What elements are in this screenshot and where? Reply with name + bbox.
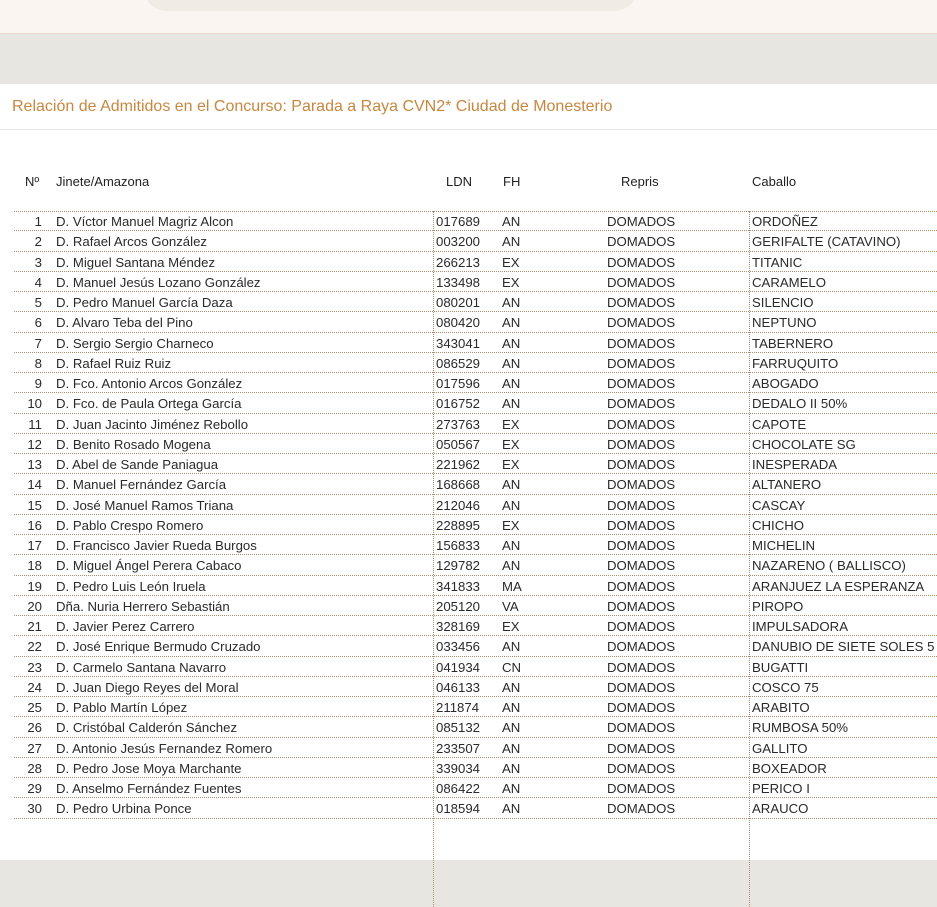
ldn-code: 211874 [436, 700, 480, 715]
rider-name: Dña. Nuria Herrero Sebastián [56, 598, 230, 614]
ldn-code: 266213 [436, 254, 481, 270]
row-number: 12 [27, 436, 42, 452]
horse-name: DANUBIO DE SIETE SOLES 5 [752, 639, 935, 655]
horse-name: ABOGADO [752, 376, 819, 391]
row-number: 13 [27, 457, 42, 472]
horse-name: CAPOTE [752, 416, 807, 432]
table-row [0, 252, 937, 272]
row-number: 27 [27, 740, 42, 756]
repris-value: DOMADOS [607, 598, 676, 614]
rider-name: D. Sergio Sergio Charneco [56, 335, 214, 351]
table-row [0, 798, 937, 818]
rider-name: D. Cristóbal Calderón Sánchez [56, 720, 238, 736]
fh-code: AN [502, 639, 521, 655]
row-number: 3 [34, 254, 42, 270]
rider-name: D. Miguel Ángel Perera Cabaco [56, 558, 242, 574]
row-number: 22 [27, 639, 42, 655]
rider-name: D. Fco. Antonio Arcos González [56, 376, 243, 391]
rider-name: D. Rafael Arcos González [56, 234, 207, 250]
rider-name: D. Alvaro Teba del Pino [56, 315, 193, 331]
rider-name: D. Anselmo Fernández Fuentes [56, 781, 242, 796]
ldn-code: 033456 [436, 639, 481, 655]
horse-name: RUMBOSA 50% [752, 720, 849, 736]
table-row [0, 211, 937, 231]
fh-code: AN [502, 477, 521, 493]
table-row [0, 454, 937, 474]
ldn-code: 212046 [436, 497, 481, 513]
repris-value: DOMADOS [607, 659, 676, 675]
row-number: 16 [27, 517, 42, 533]
row-number: 19 [27, 578, 42, 594]
col-header-fh: FH [503, 174, 521, 189]
ldn-code: 228895 [436, 517, 481, 533]
row-number: 30 [27, 801, 42, 817]
table-row [0, 272, 937, 292]
rider-name: D. Juan Jacinto Jiménez Rebollo [56, 416, 249, 432]
ldn-code: 086529 [436, 355, 481, 371]
fh-code: AN [502, 335, 521, 351]
row-number: 11 [28, 416, 42, 432]
horse-name: BUGATTI [752, 659, 809, 675]
fh-code: AN [502, 781, 521, 796]
row-number: 14 [27, 477, 42, 493]
repris-value: DOMADOS [607, 801, 676, 817]
repris-value: DOMADOS [607, 679, 676, 695]
row-number: 9 [34, 376, 42, 391]
ldn-code: 343041 [436, 335, 481, 351]
admitted-table [0, 211, 937, 819]
title-divider [0, 129, 937, 130]
table-row [0, 474, 937, 494]
horse-name: MICHELIN [752, 538, 816, 553]
fh-code: EX [502, 457, 520, 472]
horse-name: PERICO I [752, 781, 810, 796]
fh-code: AN [502, 214, 521, 229]
table-row [0, 353, 937, 373]
horse-name: FARRUQUITO [752, 355, 839, 371]
table-row [0, 616, 937, 636]
ldn-code: 221962 [436, 457, 481, 472]
table-row [0, 333, 937, 353]
col-header-ldn: LDN [446, 174, 473, 189]
col-divider-ldn [433, 211, 434, 907]
row-number: 10 [27, 396, 42, 412]
row-number: 29 [27, 781, 42, 796]
rider-name: D. Benito Rosado Mogena [56, 436, 211, 452]
horse-name: NEPTUNO [752, 315, 817, 331]
rider-name: D. Pedro Jose Moya Marchante [56, 760, 242, 776]
table-row [0, 393, 937, 413]
horse-name: BOXEADOR [752, 760, 827, 776]
fh-code: EX [502, 436, 520, 452]
table-row [0, 758, 937, 778]
horse-name: TITANIC [752, 254, 803, 270]
table-row [0, 738, 937, 758]
row-number: 17 [27, 538, 42, 553]
table-row [0, 414, 937, 434]
ldn-code: 018594 [436, 801, 481, 817]
col-header-num: Nº [25, 174, 40, 189]
repris-value: DOMADOS [607, 517, 676, 533]
rider-name: D. Abel de Sande Paniagua [56, 457, 219, 472]
ldn-code: 168668 [436, 477, 481, 493]
horse-name: CASCAY [752, 497, 806, 513]
ldn-code: 017596 [436, 376, 481, 391]
ldn-code: 341833 [436, 578, 481, 594]
row-number: 18 [27, 558, 42, 574]
row-number: 26 [27, 720, 42, 736]
repris-value: DOMADOS [607, 619, 676, 634]
repris-value: DOMADOS [607, 740, 676, 756]
col-header-repris: Repris [621, 174, 659, 189]
repris-value: DOMADOS [607, 720, 676, 736]
rider-name: D. Pedro Luis León Iruela [56, 578, 206, 594]
ldn-code: 050567 [436, 436, 481, 452]
fh-code: AN [502, 315, 521, 331]
ldn-code: 080201 [436, 295, 481, 310]
fh-code: EX [502, 274, 520, 290]
row-number: 20 [27, 598, 42, 614]
ldn-code: 339034 [436, 760, 481, 776]
table-row [0, 778, 937, 798]
rider-name: D. Fco. de Paula Ortega García [56, 396, 242, 412]
repris-value: DOMADOS [607, 355, 676, 371]
ldn-code: 080420 [436, 315, 481, 331]
ldn-code: 016752 [436, 396, 481, 412]
rider-name: D. Pablo Martín López [56, 700, 188, 715]
repris-value: DOMADOS [607, 274, 676, 290]
fh-code: EX [502, 619, 520, 634]
row-number: 6 [34, 315, 42, 331]
table-row [0, 697, 937, 717]
fh-code: AN [502, 760, 521, 776]
ldn-code: 133498 [436, 274, 481, 290]
ldn-code: 129782 [436, 558, 481, 574]
repris-value: DOMADOS [607, 254, 676, 270]
repris-value: DOMADOS [607, 558, 676, 574]
horse-name: IMPULSADORA [752, 619, 848, 634]
fh-code: AN [502, 538, 521, 553]
repris-value: DOMADOS [607, 760, 676, 776]
top-band [0, 0, 937, 34]
repris-value: DOMADOS [607, 295, 676, 310]
ldn-code: 156833 [436, 538, 481, 553]
table-row [0, 535, 937, 555]
table-row [0, 312, 937, 332]
repris-value: DOMADOS [607, 376, 676, 391]
fh-code: AN [502, 720, 521, 736]
horse-name: CHICHO [752, 517, 805, 533]
table-row [0, 657, 937, 677]
fh-code: AN [502, 740, 521, 756]
ldn-code: 086422 [436, 781, 481, 796]
col-header-horse: Caballo [752, 174, 797, 189]
row-number: 5 [34, 295, 42, 310]
rider-name: D. Javier Perez Carrero [56, 619, 195, 634]
table-row [0, 231, 937, 251]
ldn-code: 328169 [436, 619, 481, 634]
repris-value: DOMADOS [607, 234, 676, 250]
table-row [0, 677, 937, 697]
col-header-rider: Jinete/Amazona [56, 174, 150, 189]
fh-code: VA [502, 598, 519, 614]
table-row [0, 434, 937, 454]
fh-code: MA [502, 578, 522, 594]
rider-name: D. Rafael Ruiz Ruiz [56, 355, 172, 371]
fh-code: AN [502, 396, 521, 412]
repris-value: DOMADOS [607, 497, 676, 513]
table-row [0, 292, 937, 312]
ldn-code: 273763 [436, 416, 481, 432]
row-number: 2 [34, 234, 42, 250]
table-row [0, 555, 937, 575]
row-number: 25 [27, 700, 42, 715]
repris-value: DOMADOS [607, 436, 676, 452]
row-number: 24 [27, 679, 42, 695]
ldn-code: 085132 [436, 720, 481, 736]
ldn-code: 233507 [436, 740, 481, 756]
row-number: 28 [27, 760, 42, 776]
rider-name: D. Manuel Fernández García [56, 477, 227, 493]
horse-name: GERIFALTE (CATAVINO) [752, 234, 901, 250]
fh-code: AN [502, 355, 521, 371]
fh-code: AN [502, 295, 521, 310]
table-row [0, 636, 937, 656]
content-card [0, 84, 937, 860]
rider-name: D. Juan Diego Reyes del Moral [56, 679, 239, 695]
fh-code: AN [502, 376, 521, 391]
table-row [0, 515, 937, 535]
fh-code: AN [502, 558, 521, 574]
fh-code: AN [502, 679, 521, 695]
col-divider-horse [749, 211, 750, 907]
table-row [0, 495, 937, 515]
repris-value: DOMADOS [607, 335, 676, 351]
row-number: 21 [27, 619, 42, 634]
horse-name: ARABITO [752, 700, 810, 715]
horse-name: COSCO 75 [752, 679, 819, 695]
rider-name: D. Pablo Crespo Romero [56, 517, 204, 533]
horse-name: ORDOÑEZ [752, 214, 818, 229]
row-number: 4 [34, 274, 42, 290]
rider-name: D. Pedro Manuel García Daza [56, 295, 233, 310]
rider-name: D. Manuel Jesús Lozano González [56, 274, 261, 290]
repris-value: DOMADOS [607, 416, 676, 432]
fh-code: EX [502, 517, 520, 533]
horse-name: GALLITO [752, 740, 808, 756]
rider-name: D. Francisco Javier Rueda Burgos [56, 538, 257, 553]
fh-code: AN [502, 801, 521, 817]
repris-value: DOMADOS [607, 457, 676, 472]
page-title: Relación de Admitidos en el Concurso: Parada a Raya CVN2* Ciudad de Monesterio [12, 98, 613, 115]
rider-name: D. Carmelo Santana Navarro [56, 659, 227, 675]
horse-name: CHOCOLATE SG [752, 436, 856, 452]
rider-name: D. Víctor Manuel Magriz Alcon [56, 214, 234, 229]
horse-name: ARANJUEZ LA ESPERANZA [752, 578, 925, 594]
repris-value: DOMADOS [607, 396, 676, 412]
repris-value: DOMADOS [607, 538, 676, 553]
fh-code: AN [502, 700, 521, 715]
horse-name: DEDALO II 50% [752, 396, 848, 412]
rider-name: D. Antonio Jesús Fernandez Romero [56, 740, 273, 756]
horse-name: ALTANERO [752, 477, 822, 493]
table-row [0, 373, 937, 393]
fh-code: EX [502, 254, 520, 270]
horse-name: CARAMELO [752, 274, 827, 290]
ldn-code: 046133 [436, 679, 481, 695]
repris-value: DOMADOS [607, 315, 676, 331]
table-row [0, 576, 937, 596]
ldn-code: 205120 [436, 598, 481, 614]
rider-name: D. Pedro Urbina Ponce [56, 801, 192, 817]
row-number: 1 [34, 214, 42, 229]
repris-value: DOMADOS [607, 781, 676, 796]
repris-value: DOMADOS [607, 214, 676, 229]
repris-value: DOMADOS [607, 700, 676, 715]
row-number: 7 [34, 335, 42, 351]
fh-code: EX [502, 416, 520, 432]
row-number: 8 [34, 355, 42, 371]
top-search-pill[interactable] [143, 0, 638, 11]
rider-name: D. Miguel Santana Méndez [56, 254, 216, 270]
ldn-code: 017689 [436, 214, 481, 229]
ldn-code: 041934 [436, 659, 481, 675]
fh-code: AN [502, 234, 521, 250]
horse-name: NAZARENO ( BALLISCO) [752, 558, 906, 574]
table-row [0, 596, 937, 616]
table-row [0, 717, 937, 737]
horse-name: ARAUCO [752, 801, 809, 817]
row-number: 23 [27, 659, 42, 675]
ldn-code: 003200 [436, 234, 481, 250]
row-number: 15 [27, 497, 42, 513]
horse-name: SILENCIO [752, 295, 814, 310]
rider-name: D. José Enrique Bermudo Cruzado [56, 639, 261, 655]
fh-code: CN [502, 659, 522, 675]
fh-code: AN [502, 497, 521, 513]
horse-name: INESPERADA [752, 457, 838, 472]
horse-name: PIROPO [752, 598, 804, 614]
rider-name: D. José Manuel Ramos Triana [56, 497, 234, 513]
repris-value: DOMADOS [607, 477, 676, 493]
horse-name: TABERNERO [752, 335, 834, 351]
repris-value: DOMADOS [607, 578, 676, 594]
repris-value: DOMADOS [607, 639, 676, 655]
